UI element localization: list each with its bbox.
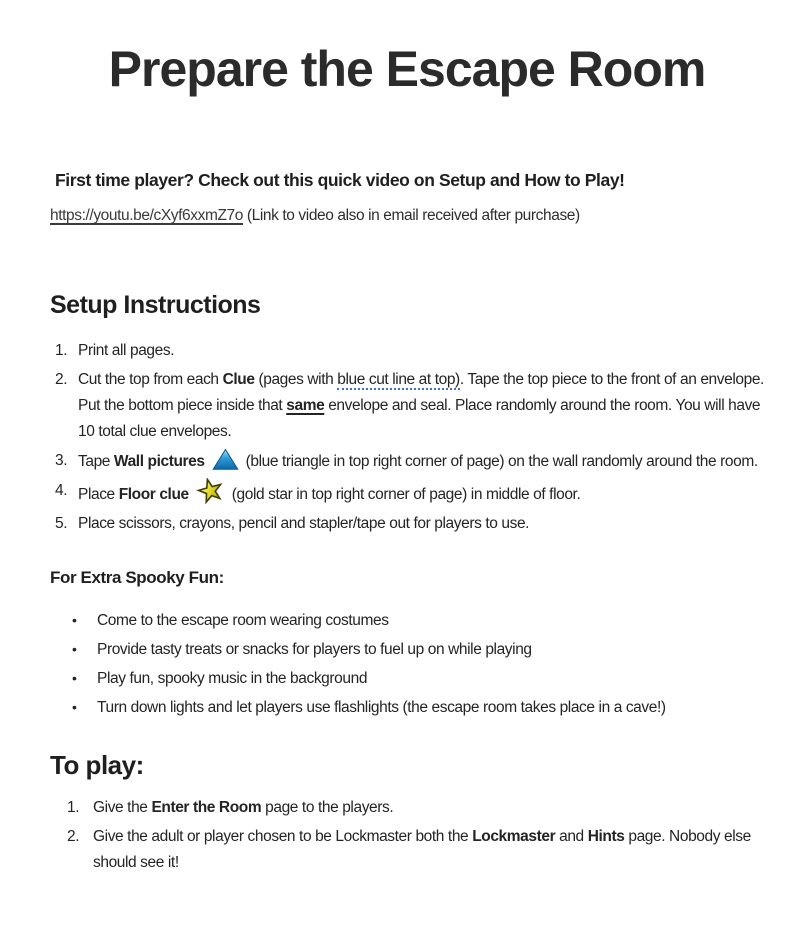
to-play-item-text <box>93 795 764 821</box>
bold-term-hints: Hints <box>587 828 625 845</box>
setup-item-text <box>78 478 764 508</box>
setup-list <box>55 338 764 537</box>
bullet-glyph: • <box>72 699 77 715</box>
text-segment: envelope and seal. Place randomly around the room. You will have 10 total clue envelopes. <box>78 397 761 440</box>
intro-heading: First time player? Check out this quick video on Setup and How to Play! <box>55 170 625 190</box>
bullet-glyph: • <box>72 670 77 686</box>
setup-item-text <box>78 367 764 445</box>
bold-term-enter-the-room: Enter the Room <box>151 799 262 816</box>
video-link-line <box>50 205 764 226</box>
to-play-item-1 <box>67 795 764 821</box>
setup-item-text <box>78 448 764 475</box>
to-play-list <box>67 795 764 876</box>
setup-item-text <box>78 511 764 537</box>
bullet-glyph: • <box>72 612 77 628</box>
list-number: 5. <box>55 515 68 532</box>
blue-triangle-icon <box>212 448 239 471</box>
bullet-text: Provide tasty treats or snacks for players to fuel up on while playing <box>97 641 532 658</box>
text-segment: Place scissors, crayons, pencil and stapler/tape out for players to use. <box>78 515 530 532</box>
setup-item-5 <box>55 511 764 537</box>
bold-underline-term-same: same <box>286 397 325 414</box>
setup-item-3 <box>55 448 764 475</box>
text-segment: Tape <box>78 453 114 470</box>
list-number: 1. <box>67 799 80 816</box>
list-number: 1. <box>55 342 68 359</box>
text-segment: page. Nobody else should see it! <box>93 828 751 871</box>
bullet-text: Come to the escape room wearing costumes <box>97 612 389 629</box>
to-play-item-2 <box>67 824 764 876</box>
text-segment: (blue triangle in top right corner of page) on the wall randomly around the room. <box>245 453 758 470</box>
bullet-text: Play fun, spooky music in the background <box>97 670 368 687</box>
spooky-bullet-3 <box>72 664 764 693</box>
text-segment: Place <box>78 486 119 503</box>
text-segment: Print all pages. <box>78 342 175 359</box>
bold-term-clue: Clue <box>222 371 255 388</box>
list-number: 2. <box>67 828 80 845</box>
bullet-text: Turn down lights and let players use flashlights (the escape room takes place in a cave!) <box>97 699 666 716</box>
to-play-item-text <box>93 824 764 876</box>
spooky-bullet-4 <box>72 693 764 722</box>
text-segment: (pages with <box>254 371 338 388</box>
spooky-heading: For Extra Spooky Fun: <box>50 568 224 587</box>
setup-item-2 <box>55 367 764 445</box>
spooky-bullet-2 <box>72 635 764 664</box>
list-number: 4. <box>55 482 68 499</box>
setup-item-4 <box>55 478 764 508</box>
text-segment: Cut the top from each <box>78 371 223 388</box>
bold-term-floor-clue: Floor clue <box>118 486 189 503</box>
text-segment: Give the <box>93 799 152 816</box>
list-number: 2. <box>55 371 68 388</box>
setup-item-text <box>78 338 764 364</box>
text-segment: Give the adult or player chosen to be Lockmaster both the <box>93 828 473 845</box>
spooky-list <box>72 606 764 722</box>
video-link-note: (Link to video also in email received after purchase) <box>242 207 580 224</box>
bold-term-wall-pictures: Wall pictures <box>113 453 205 470</box>
spooky-bullet-1 <box>72 606 764 635</box>
to-play-heading: To play: <box>50 750 144 780</box>
text-segment: page to the players. <box>261 799 394 816</box>
dotted-underline-phrase: blue cut line at top) <box>337 371 460 388</box>
text-segment: (gold star in top right corner of page) in middle of floor. <box>231 486 581 503</box>
setup-item-1 <box>55 338 764 364</box>
bullet-glyph: • <box>72 641 77 657</box>
page-title: Prepare the Escape Room <box>108 41 706 97</box>
bold-term-lockmaster: Lockmaster <box>472 828 556 845</box>
video-link[interactable]: https://youtu.be/cXyf6xxmZ7o <box>50 207 243 224</box>
text-segment: . Tape the top piece to the front of an envelope. Put the bottom piece inside that <box>78 371 764 414</box>
text-segment: and <box>555 828 588 845</box>
setup-heading: Setup Instructions <box>50 291 261 319</box>
gold-star-icon <box>196 478 225 504</box>
list-number: 3. <box>55 452 68 469</box>
